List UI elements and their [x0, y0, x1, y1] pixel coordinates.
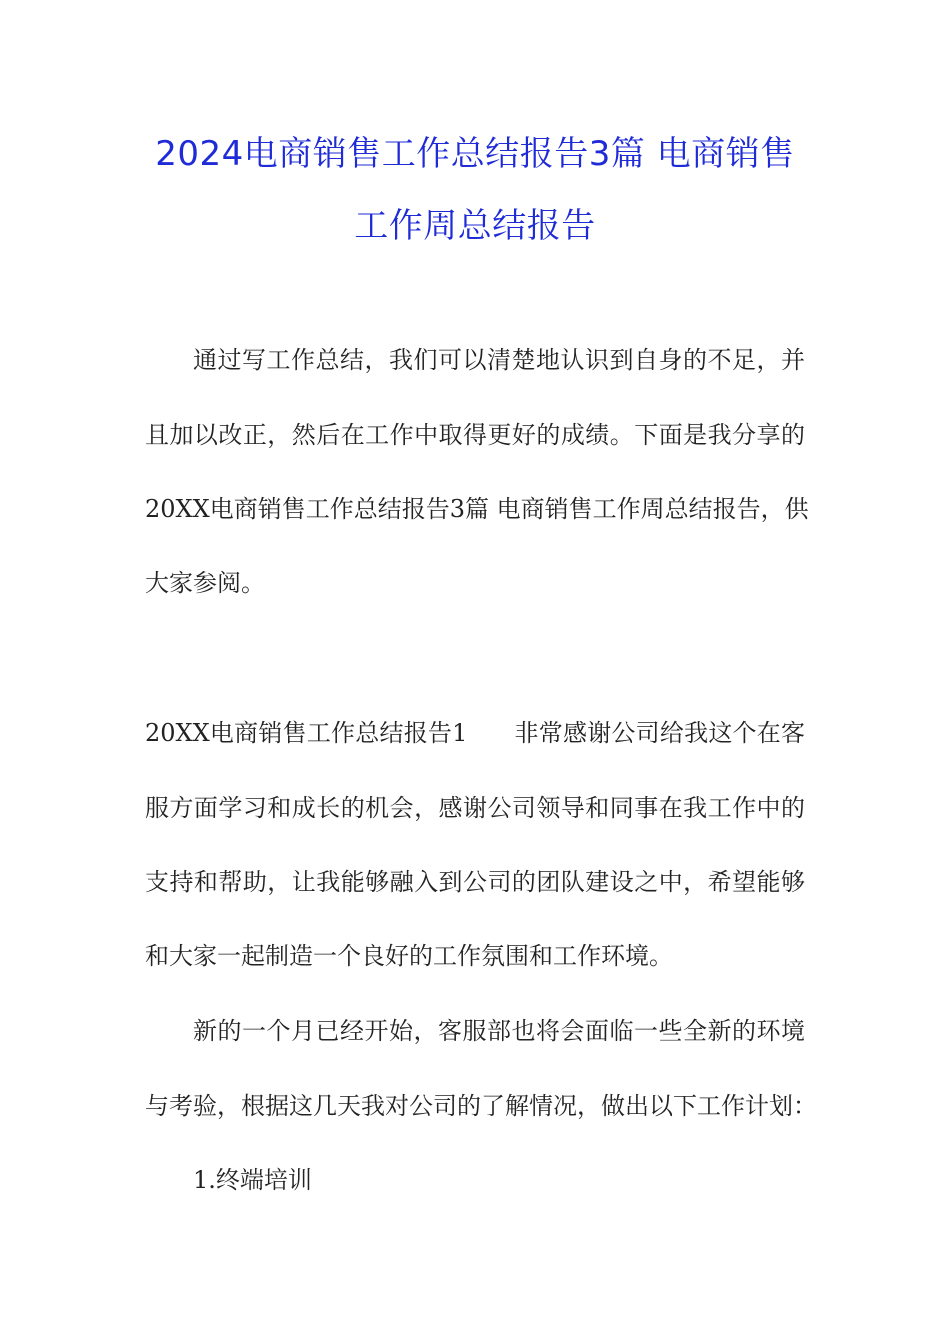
- list-item-1: 1.终端培训: [193, 1166, 312, 1194]
- document-title-line-2: 工作周总结报告: [354, 206, 596, 246]
- section2-line-1: 新的一个月已经开始，客服部也将会面临一些全新的环境: [193, 1017, 805, 1045]
- intro-line-4: 大家参阅。: [145, 569, 265, 597]
- document-title-line-1: 2024电商销售工作总结报告3篇 电商销售: [155, 134, 795, 174]
- section1-line-4: 和大家一起制造一个良好的工作氛围和工作环境。: [145, 942, 673, 970]
- section2-line-2: 与考验，根据这几天我对公司的了解情况，做出以下工作计划：: [145, 1092, 817, 1120]
- section1-line-1: 20XX电商销售工作总结报告1 非常感谢公司给我这个在客: [145, 719, 805, 747]
- intro-line-3: 20XX电商销售工作总结报告3篇 电商销售工作周总结报告，供: [145, 495, 809, 523]
- intro-line-1: 通过写工作总结，我们可以清楚地认识到自身的不足，并: [193, 346, 805, 374]
- section1-line-3: 支持和帮助，让我能够融入到公司的团队建设之中，希望能够: [145, 868, 805, 896]
- section1-line-2: 服方面学习和成长的机会，感谢公司领导和同事在我工作中的: [145, 794, 805, 822]
- intro-line-2: 且加以改正，然后在工作中取得更好的成绩。下面是我分享的: [145, 421, 805, 449]
